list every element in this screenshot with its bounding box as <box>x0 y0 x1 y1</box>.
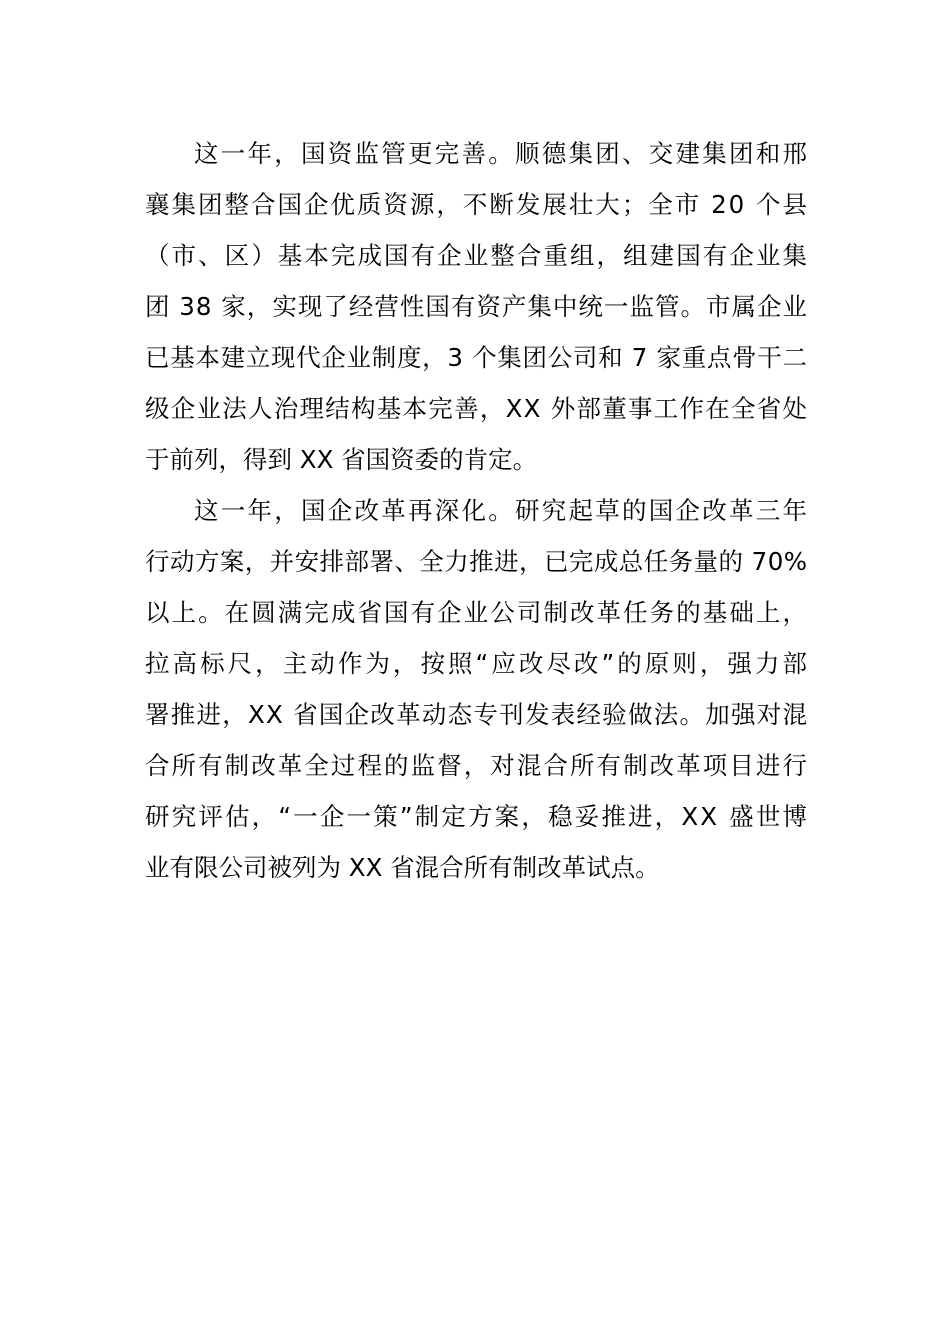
paragraph-line <box>145 536 807 587</box>
paragraph-line <box>145 179 807 230</box>
paragraph-line <box>145 791 810 842</box>
paragraph-line <box>145 485 810 536</box>
line-text: 这一年，国企改革再深化。研究起草的国企改革三年 <box>194 496 810 525</box>
paragraph-line <box>145 332 807 383</box>
line-text: 研究评估，“一企一策”制定方案，稳妥推进，XX 盛世博 <box>145 802 810 831</box>
paragraph-line <box>145 638 811 689</box>
line-text: 团 38 家，实现了经营性国有资产集中统一监管。市属企业 <box>145 292 809 321</box>
line-text: 这一年，国资监管更完善。顺德集团、交建集团和邢 <box>194 139 810 168</box>
line-text: 署推进，XX 省国企改革动态专刊发表经验做法。加强对混 <box>145 700 809 729</box>
line-text: 业有限公司被列为 XX 省混合所有制改革试点。 <box>145 853 660 882</box>
line-text: 以上。在圆满完成省国有企业公司制改革任务的基础上， <box>145 598 810 627</box>
line-text: 行动方案，并安排部署、全力推进，已完成总任务量的 70% <box>145 547 808 576</box>
paragraph-soe-reform <box>145 485 811 893</box>
paragraph-line <box>145 383 807 434</box>
paragraph-state-asset-supervision <box>145 128 810 485</box>
line-text: 襄集团整合国企优质资源，不断发展壮大；全市 20 个县 <box>145 190 809 219</box>
line-text: 合所有制改革全过程的监督，对混合所有制改革项目进行 <box>145 751 810 780</box>
paragraph-line <box>145 281 807 332</box>
paragraph-line <box>145 587 810 638</box>
paragraph-line <box>145 740 810 791</box>
line-text: 已基本建立现代企业制度，3 个集团公司和 7 家重点骨干二 <box>145 343 808 372</box>
paragraph-line <box>145 128 810 179</box>
paragraph-line <box>145 230 810 281</box>
line-text: 拉高标尺，主动作为，按照“应改尽改”的原则，强力部 <box>145 649 811 678</box>
line-text: 级企业法人治理结构基本完善，XX 外部董事工作在全省处 <box>145 394 809 423</box>
line-text: （市、区）基本完成国有企业整合重组，组建国有企业集 <box>145 241 810 270</box>
paragraph-line <box>145 434 807 485</box>
paragraph-line <box>145 689 807 740</box>
document-body <box>145 128 811 893</box>
paragraph-line <box>145 842 807 893</box>
line-text: 于前列，得到 XX 省国资委的肯定。 <box>145 445 538 474</box>
